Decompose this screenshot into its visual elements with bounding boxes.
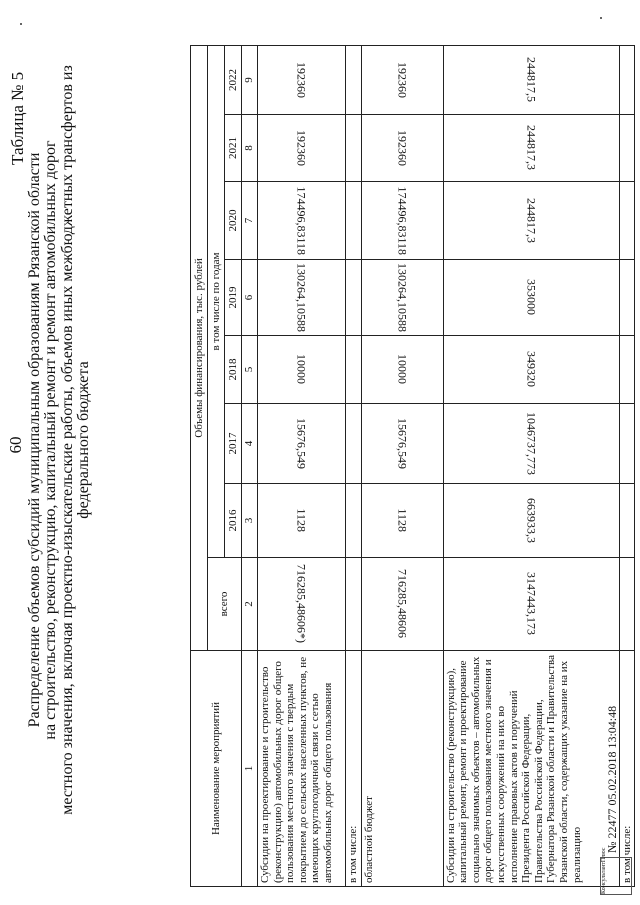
- header-funding: Объемы финансирования, тыс. рублей: [191, 45, 208, 650]
- cell-value: 349320: [524, 351, 539, 388]
- table-row: [443, 45, 619, 886]
- column-number: 3: [242, 484, 258, 558]
- row-name: Субсидии на проектирование и строительство (реконструкцию) автомобильных дорог общего пользования местного значения с твердым покрытием до сельских населенных пунктов, не имеющих круглогодичной связи с сетью автомобильных дорог общего пользования: [258, 651, 346, 887]
- header-year: 2018: [225, 336, 242, 404]
- cell-value: 192360: [294, 62, 309, 98]
- table-number: Таблица № 5: [8, 71, 27, 165]
- header-row: [191, 45, 208, 886]
- cell-value: 192360: [395, 62, 410, 98]
- document-footer: № 22477 05.02.2018 13:04:48: [605, 705, 619, 853]
- cell-value: 244817,5: [524, 57, 539, 103]
- column-number: 7: [242, 182, 258, 260]
- cell-value: 353000: [524, 279, 539, 316]
- table-row: [619, 45, 635, 886]
- cell-value: 174496,83118: [294, 186, 309, 255]
- cell-value: 716285,48606*): [294, 564, 309, 644]
- title-line: федерального бюджета: [75, 361, 93, 519]
- scan-speck: [600, 17, 602, 19]
- page-number: 60: [6, 436, 25, 454]
- cell-value: 663933,3: [524, 498, 539, 543]
- row-name: в том числе:: [346, 651, 362, 887]
- cell-value: 3147443,173: [524, 572, 539, 636]
- table-row: [361, 45, 443, 886]
- header-year: 2021: [225, 115, 242, 182]
- table-row: [258, 45, 346, 886]
- row-name: Субсидии на строительство (реконструкцию), капитальный ремонт, ремонт и проектирование социально значимых объектов – автомобильных дорог общего пользования местного значения и искусственных сооружений на них во исполнение правовых актов и поручений Президента Российской Федерации, Правительства Российской Федерации, Губернатора Рязанской области и Правительства Рязанской области, содержащих указание на их реализацию: [443, 651, 619, 887]
- column-number: 5: [242, 336, 258, 404]
- scan-speck: [20, 23, 22, 25]
- document-title: [27, 55, 93, 825]
- cell-value: 716285,48606: [395, 569, 410, 639]
- header-year: 2019: [225, 260, 242, 336]
- header-name: Наименование мероприятий: [191, 651, 242, 887]
- cell-value: 244817,3: [524, 125, 539, 171]
- cell-value: 130264,10588: [294, 263, 309, 332]
- stamp-text: КонсультантПлюс: [601, 847, 607, 894]
- column-number: 4: [242, 404, 258, 484]
- column-number: 2: [242, 558, 258, 651]
- header-year: 2017: [225, 404, 242, 484]
- row-name: областной бюджет: [361, 651, 443, 887]
- cell-value: 15676,549: [294, 418, 309, 469]
- title-line: Распределение объемов субсидий муниципальным образованиям Рязанской области: [26, 152, 43, 728]
- cell-value: 130264,10588: [395, 263, 410, 332]
- cell-value: 10000: [395, 354, 410, 385]
- cell-value: 192360: [395, 130, 410, 166]
- column-number: 1: [242, 651, 258, 887]
- funding-table: [190, 45, 635, 887]
- cell-value: 244817,3: [524, 198, 539, 243]
- column-number: 9: [242, 45, 258, 114]
- column-number-row: [242, 45, 258, 886]
- column-number: 6: [242, 260, 258, 336]
- row-name: в том числе:: [619, 651, 635, 887]
- header-by-years: в том числе по годам: [208, 45, 225, 557]
- header-year: 2020: [225, 182, 242, 260]
- title-line: местного значения, включая проектно-изыскательские работы, объемов иных межбюджетных трансфертов из: [58, 65, 76, 815]
- cell-value: 10000: [294, 354, 309, 385]
- header-year: 2016: [225, 484, 242, 558]
- table-row: [346, 45, 362, 886]
- cell-value: 174496,83118: [395, 186, 410, 255]
- cell-value: 1128: [294, 508, 309, 533]
- header-total: всего: [208, 558, 242, 651]
- header-year: 2022: [225, 45, 242, 114]
- cell-value: 1128: [395, 508, 410, 533]
- cell-value: 192360: [294, 130, 309, 166]
- title-line: на строительство, реконструкцию, капитальный ремонт и ремонт автомобильных дорог: [42, 140, 60, 740]
- cell-value: 15676,549: [395, 418, 410, 469]
- column-number: 8: [242, 115, 258, 182]
- cell-value: 1046737,773: [524, 412, 539, 475]
